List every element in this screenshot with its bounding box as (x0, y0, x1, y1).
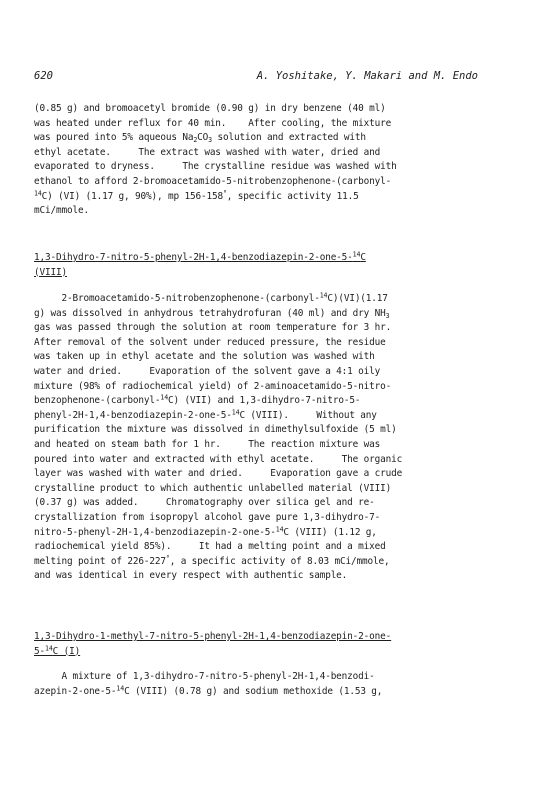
running-authors: A. Yoshitake, Y. Makari and M. Endo (256, 70, 478, 82)
isotope-superscript: 14 (352, 251, 361, 259)
isotope-superscript: 14 (160, 394, 169, 402)
paragraph-cyclization (34, 292, 474, 584)
heading-line: (VIII) (34, 266, 67, 278)
text-line: water and dried. Evaporation of the solvent gave a 4:1 oily (34, 365, 381, 377)
paragraph-methylation (34, 670, 474, 699)
text-line: crystalline product to which authentic unlabelled material (VIII) (34, 482, 392, 494)
subscript: 2 (193, 136, 198, 145)
heading-line: 5-$^{14}$C (I) (34, 644, 81, 657)
heading-line: 1,3-Dihydro-7-nitro-5-phenyl-2H-1,4-benzodiazepin-2-one-5-$^{14}$C (34, 251, 366, 263)
section-heading-viii (34, 251, 474, 280)
isotope-superscript: 14 (116, 684, 125, 693)
text-line: was taken up in ethyl acetate and the solution was washed with (34, 351, 375, 363)
isotope-superscript: 14 (319, 292, 328, 300)
isotope-superscript: 14 (231, 408, 240, 417)
text-line: 2-Bromoacetamido-5-nitrobenzophenone-(carbonyl-$^{14}$C)(VI)(1.17 (34, 292, 388, 304)
heading-line: 1,3-Dihydro-1-methyl-7-nitro-5-phenyl-2H-1,4-benzodiazepin-2-one- (34, 631, 392, 642)
page-number: 620 (34, 70, 53, 82)
text-line: A mixture of 1,3-dihydro-7-nitro-5-phenyl-2H-1,4-benzodi- (34, 671, 375, 682)
text-line: was poured into 5% aqueous $Na_2CO_3$ solution and extracted with (34, 132, 366, 145)
degree-sign: ° (222, 189, 227, 198)
text-line: nitro-5-phenyl-2H-1,4-benzodiazepin-2-one-5-$^{14}$C (VIII) (1.12 g, (34, 525, 377, 538)
text-line: evaporated to dryness. The crystalline residue was washed with (34, 161, 397, 173)
text-line: ethyl acetate. The extract was washed with water, dried and (34, 146, 381, 158)
text-line: azepin-2-one-5-$^{14}$C (VIII) (0.78 g) and sodium methoxide (1.53 g, (34, 684, 383, 697)
text-line: gas was passed through the solution at room temperature for 3 hr. (34, 322, 392, 334)
degree-sign: ° (165, 554, 170, 563)
subscript: 3 (208, 136, 212, 145)
text-line: mCi/mmole. (34, 205, 89, 217)
isotope-superscript: 14 (45, 644, 53, 653)
text-line: layer was washed with water and dried. Evaporation gave a crude (34, 468, 403, 480)
text-line: and was identical in every respect with authentic sample. (34, 570, 348, 582)
text-line: phenyl-2H-1,4-benzodiazepin-2-one-5-$^{14}$C (VIII). Without any (34, 408, 377, 421)
subscript: 3 (385, 311, 390, 320)
text-line: and heated on steam bath for 1 hr. The reaction mixture was (34, 438, 381, 450)
text-line: (0.37 g) was added. Chromatography over silica gel and re- (34, 497, 375, 509)
section-heading-i (34, 630, 474, 659)
text-line: After removal of the solvent under reduced pressure, the residue (34, 336, 386, 348)
text-line: mixture (98% of radiochemical yield) of 2-aminoacetamido-5-nitro- (34, 380, 392, 392)
text-line: poured into water and extracted with ethyl acetate. The organic (34, 453, 403, 465)
isotope-superscript: 14 (34, 189, 42, 198)
text-line: ethanol to afford 2-bromoacetamido-5-nitrobenzophenone-(carbonyl- (34, 175, 392, 187)
text-line: (0.85 g) and bromoacetyl bromide (0.90 g) in dry benzene (40 ml) (34, 103, 386, 114)
text-line: radiochemical yield 85%). It had a melting point and a mixed (34, 541, 386, 553)
text-line: melting point of 226-227°, a specific activity of 8.03 mCi/mmole, (34, 554, 390, 567)
isotope-superscript: 14 (275, 525, 284, 533)
paragraph-bromoacetylation (34, 102, 474, 219)
text-line: $^{14}$C) (VI) (1.17 g, 90%), mp 156-158°, specific activity 11.5 (34, 189, 359, 202)
text-line: crystallization from isopropyl alcohol gave pure 1,3-dihydro-7- (34, 511, 381, 523)
text-line: g) was dissolved in anhydrous tetrahydrofuran (40 ml) and dry $NH_3$ (34, 307, 390, 320)
text-line: purification the mixture was dissolved in dimethylsulfoxide (5 ml) (34, 424, 397, 436)
text-line: was heated under reflux for 40 min. After cooling, the mixture (34, 117, 392, 129)
text-line: benzophenone-(carbonyl-$^{14}$C) (VII) and 1,3-dihydro-7-nitro-5- (34, 394, 361, 407)
